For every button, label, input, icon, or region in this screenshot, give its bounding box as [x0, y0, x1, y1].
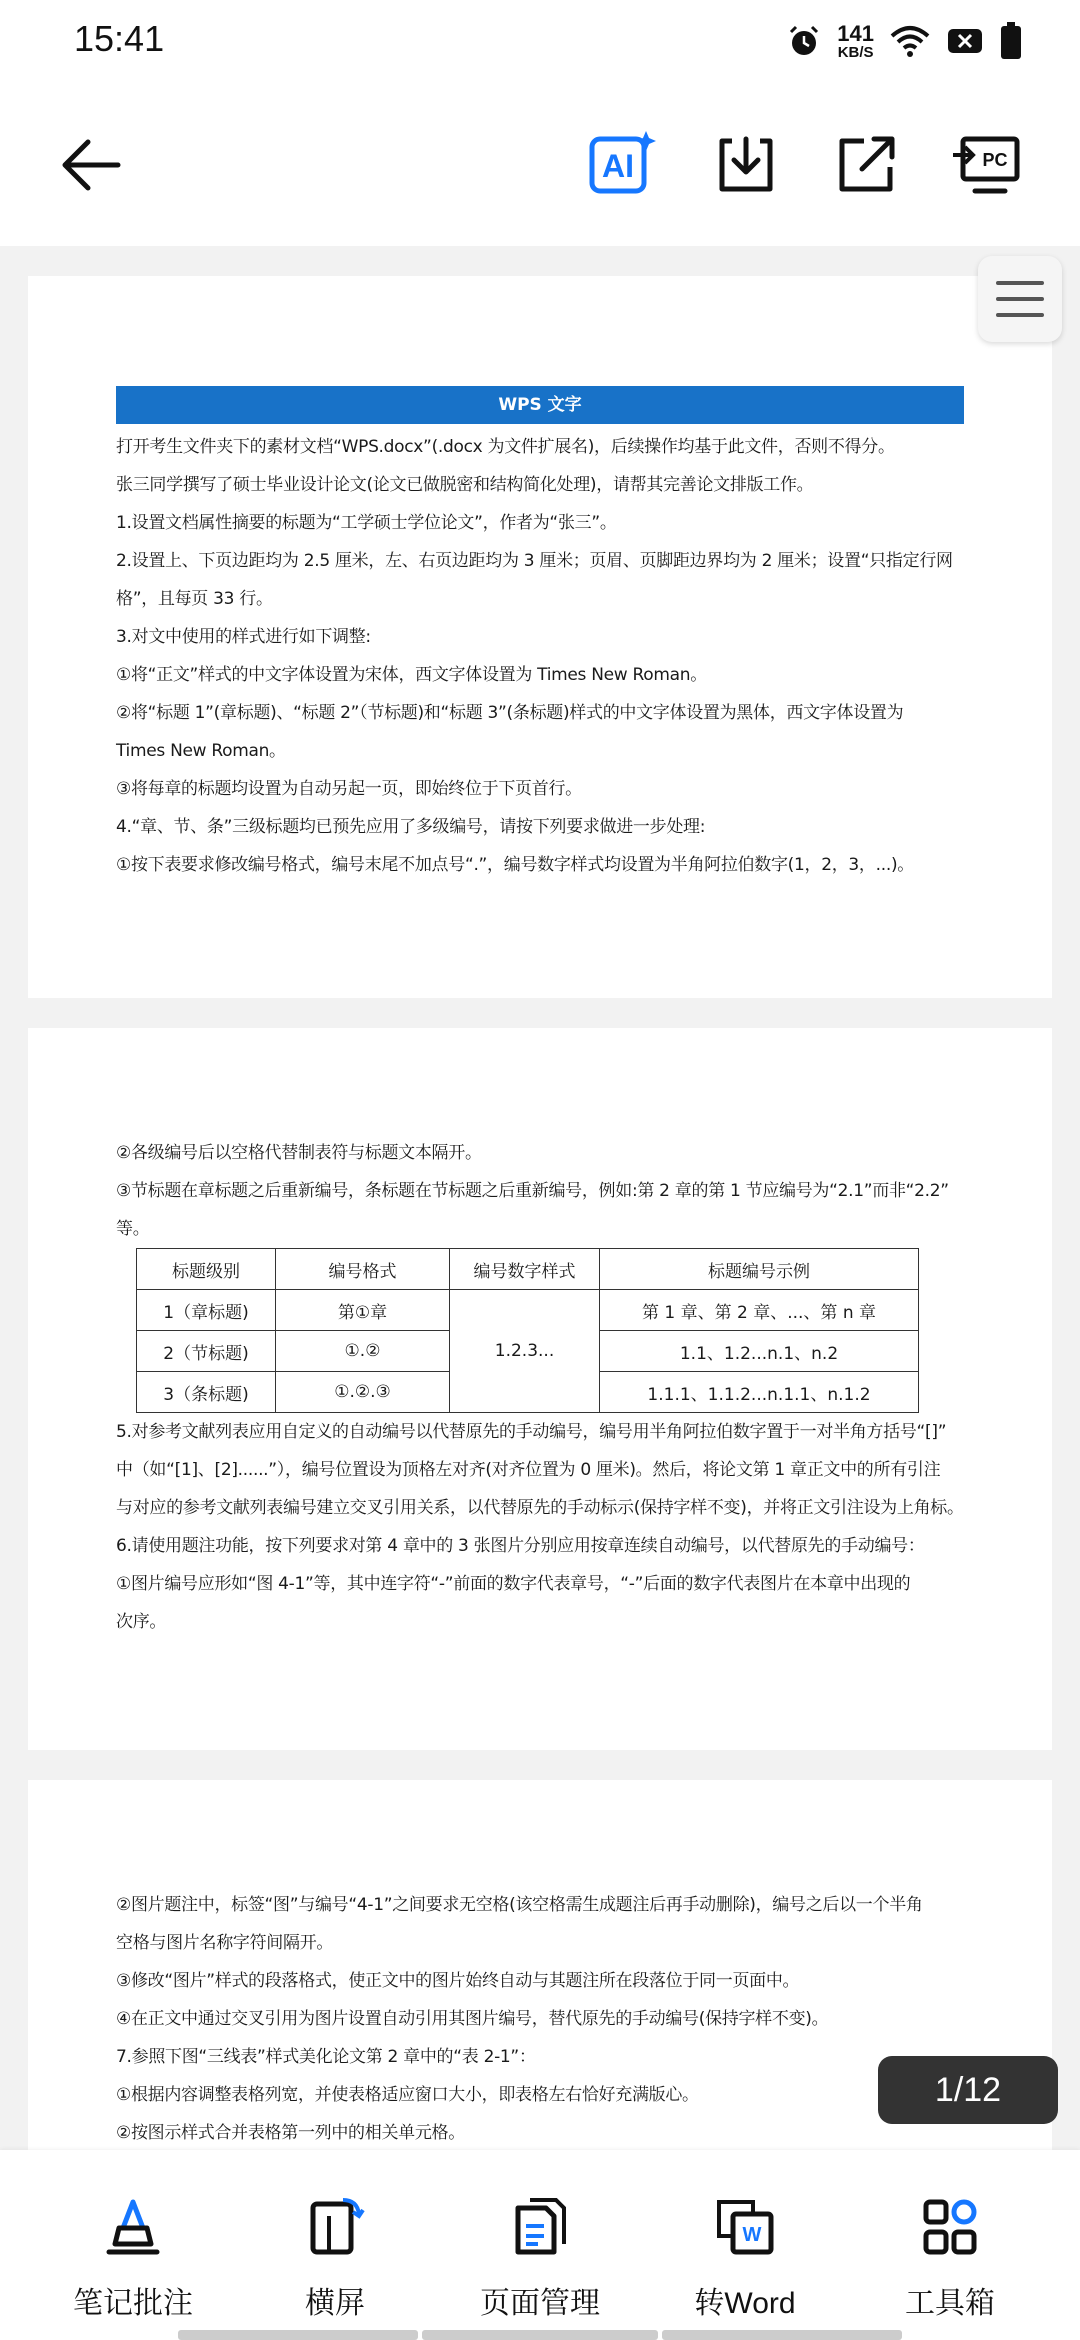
- table-header-cell: 标题编号示例: [600, 1249, 919, 1290]
- pc-button[interactable]: [946, 125, 1026, 205]
- text-line: ①图片编号应形如“图 4-1”等，其中连字符“-”前面的数字代表章号，“-”后面的数字代表图片在本章中出现的: [116, 1574, 911, 1594]
- menu-button[interactable]: [978, 256, 1062, 342]
- nav-label: 笔记批注: [73, 2287, 193, 2320]
- share-icon: [834, 133, 898, 197]
- text-line: Times New Roman。: [116, 741, 286, 761]
- status-bar: [0, 0, 1080, 80]
- text-line: ③节标题在章标题之后重新编号，条标题在节标题之后重新编号，例如:第 2 章的第 1 节应编号为“2.1”而非“2.2”: [116, 1181, 949, 1201]
- text-line: 格”，且每页 33 行。: [116, 589, 273, 609]
- status-icons: [787, 18, 1022, 64]
- alarm-icon: [787, 24, 821, 58]
- table-cell: 第①章: [276, 1290, 450, 1331]
- table-merged-cell: 1.2.3...: [450, 1290, 600, 1413]
- nav-to-word[interactable]: [637, 2150, 853, 2330]
- text-line: ③修改“图片”样式的段落格式，使正文中的图片始终自动与其题注所在段落位于同一页面中。: [116, 1971, 800, 1991]
- svg-text:W: W: [742, 2224, 762, 2246]
- text-line: ②将“标题 1”(章标题)、“标题 2”（节标题)和“标题 3”(条标题)样式的中文字体设置为黑体，西文字体设置为: [116, 703, 904, 723]
- text-line: ①按下表要求修改编号格式，编号末尾不加点号“.”，编号数字样式均设置为半角阿拉伯数字(1，2，3，...)。: [116, 855, 914, 875]
- to-word-icon: [713, 2194, 777, 2258]
- ai-icon: [586, 129, 658, 201]
- document-viewer[interactable]: [0, 246, 1080, 2150]
- table-row: [137, 1290, 919, 1331]
- share-button[interactable]: [826, 125, 906, 205]
- text-line: 1.设置文档属性摘要的标题为“工学硕士学位论文”，作者为“张三”。: [116, 513, 617, 533]
- text-line: 张三同学撰写了硕士毕业设计论文(论文已做脱密和结构简化处理)，请帮其完善论文排版工作。: [116, 475, 814, 495]
- table-header-cell: 编号数字样式: [450, 1249, 600, 1290]
- table-cell: ①.②.③: [276, 1372, 450, 1413]
- text-line: 与对应的参考文献列表编号建立交叉引用关系，以代替原先的手动标示(保持字样不变)，并将正文引注设为上角标。: [116, 1498, 964, 1518]
- nav-toolbox[interactable]: [842, 2150, 1058, 2330]
- text-line: ①将“正文”样式的中文字体设置为宋体，西文字体设置为 Times New Roman。: [116, 665, 707, 685]
- page-1-content: [116, 386, 964, 884]
- text-line: ①根据内容调整表格列宽，并使表格适应窗口大小，即表格左右恰好充满版心。: [116, 2085, 699, 2105]
- table-cell: 2（节标题): [137, 1331, 276, 1372]
- numbering-format-table: [136, 1248, 919, 1413]
- nav-label: 横屏: [305, 2287, 365, 2320]
- page-indicator[interactable]: 1/12: [878, 2056, 1058, 2124]
- table-cell: 1（章标题): [137, 1290, 276, 1331]
- ai-button[interactable]: [582, 125, 662, 205]
- top-toolbar: [0, 80, 1080, 246]
- text-line: 4.“章、节、条”三级标题均已预先应用了多级编号，请按下列要求做进一步处理:: [116, 817, 706, 837]
- gesture-bar-segment: [178, 2330, 418, 2340]
- table-cell: 1.1、1.2...n.1、n.2: [600, 1331, 919, 1372]
- toolbox-icon: [918, 2194, 982, 2258]
- text-line: ②各级编号后以空格代替制表符与标题文本隔开。: [116, 1143, 482, 1163]
- page-manage-icon: [508, 2194, 572, 2258]
- text-line: 中（如“[1]、[2]......”），编号位置设为顶格左对齐(对齐位置为 0 厘米)。然后，将论文第 1 章正文中的所有引注: [116, 1460, 941, 1480]
- table-cell: ①.②: [276, 1331, 450, 1372]
- pc-label: PC: [982, 150, 1008, 170]
- text-line: 3.对文中使用的样式进行如下调整:: [116, 627, 371, 647]
- text-line: 2.设置上、下页边距均为 2.5 厘米，左、右页边距均为 3 厘米；页眉、页脚距边界均为 2 厘米；设置“只指定行网: [116, 551, 953, 571]
- wifi-icon: [890, 24, 930, 58]
- text-line: ④在正文中通过交叉引用为图片设置自动引用其图片编号，替代原先的手动编号(保持字样不变)。: [116, 2009, 829, 2029]
- sim-disabled-icon: [946, 26, 984, 56]
- nav-page-manage[interactable]: [432, 2150, 648, 2330]
- battery-icon: [1000, 22, 1022, 60]
- text-line: 次序。: [116, 1612, 167, 1632]
- download-button[interactable]: [706, 125, 786, 205]
- table-cell: 1.1.1、1.1.2...n.1.1、n.1.2: [600, 1372, 919, 1413]
- table-cell: 3（条标题): [137, 1372, 276, 1413]
- text-line: 打开考生文件夹下的素材文档“WPS.docx”(.docx 为文件扩展名)，后续操作均基于此文件，否则不得分。: [116, 437, 895, 457]
- text-line: ③将每章的标题均设置为自动另起一页，即始终位于下页首行。: [116, 779, 582, 799]
- nav-landscape[interactable]: [227, 2150, 443, 2330]
- net-speed-value: 141: [837, 20, 874, 46]
- gesture-bar-segment: [662, 2330, 902, 2340]
- download-icon: [714, 133, 778, 197]
- pc-display-icon: [951, 133, 1021, 197]
- table-header-cell: 编号格式: [276, 1249, 450, 1290]
- text-line: ②按图示样式合并表格第一列中的相关单元格。: [116, 2123, 465, 2143]
- text-line: 5.对参考文献列表应用自定义的自动编号以代替原先的手动编号，编号用半角阿拉伯数字置于一对半角方括号“[]”: [116, 1422, 947, 1442]
- note-annotate-icon: [101, 2194, 165, 2258]
- document-page-2: [28, 1028, 1052, 1750]
- back-arrow-icon: [58, 137, 122, 193]
- status-time: 15:41: [74, 18, 165, 59]
- table-header-cell: 标题级别: [137, 1249, 276, 1290]
- text-line: 等。: [116, 1219, 150, 1239]
- nav-note-annotate[interactable]: [25, 2150, 241, 2330]
- text-line: ②图片题注中，标签“图”与编号“4-1”之间要求无空格(该空格需生成题注后再手动删除)，编号之后以一个半角: [116, 1895, 923, 1915]
- page-banner: WPS 文字: [116, 386, 964, 424]
- landscape-icon: [303, 2194, 367, 2258]
- nav-label: 页面管理: [480, 2287, 600, 2320]
- table-header-row: [137, 1249, 919, 1290]
- text-line: 空格与图片名称字符间隔开。: [116, 1933, 334, 1953]
- gesture-bar-segment: [422, 2330, 658, 2340]
- text-line: 6.请使用题注功能，按下列要求对第 4 章中的 3 张图片分别应用按章连续自动编号，以代替原先的手动编号：: [116, 1536, 925, 1556]
- bottom-toolbar: [0, 2150, 1080, 2340]
- nav-label: 转Word: [694, 2287, 796, 2320]
- page-2-content: [116, 1134, 964, 1641]
- nav-label: 工具箱: [905, 2287, 995, 2320]
- net-speed: [837, 20, 874, 61]
- net-speed-unit: KB/S: [837, 43, 874, 61]
- hamburger-icon: [996, 277, 1044, 321]
- svg-text:AI: AI: [602, 148, 634, 184]
- page-3-content: [116, 1886, 964, 2150]
- text-line: 7.参照下图“三线表”样式美化论文第 2 章中的“表 2-1”：: [116, 2047, 536, 2067]
- back-button[interactable]: [50, 125, 130, 205]
- document-page-1: [28, 276, 1052, 998]
- table-cell: 第 1 章、第 2 章、...、第 n 章: [600, 1290, 919, 1331]
